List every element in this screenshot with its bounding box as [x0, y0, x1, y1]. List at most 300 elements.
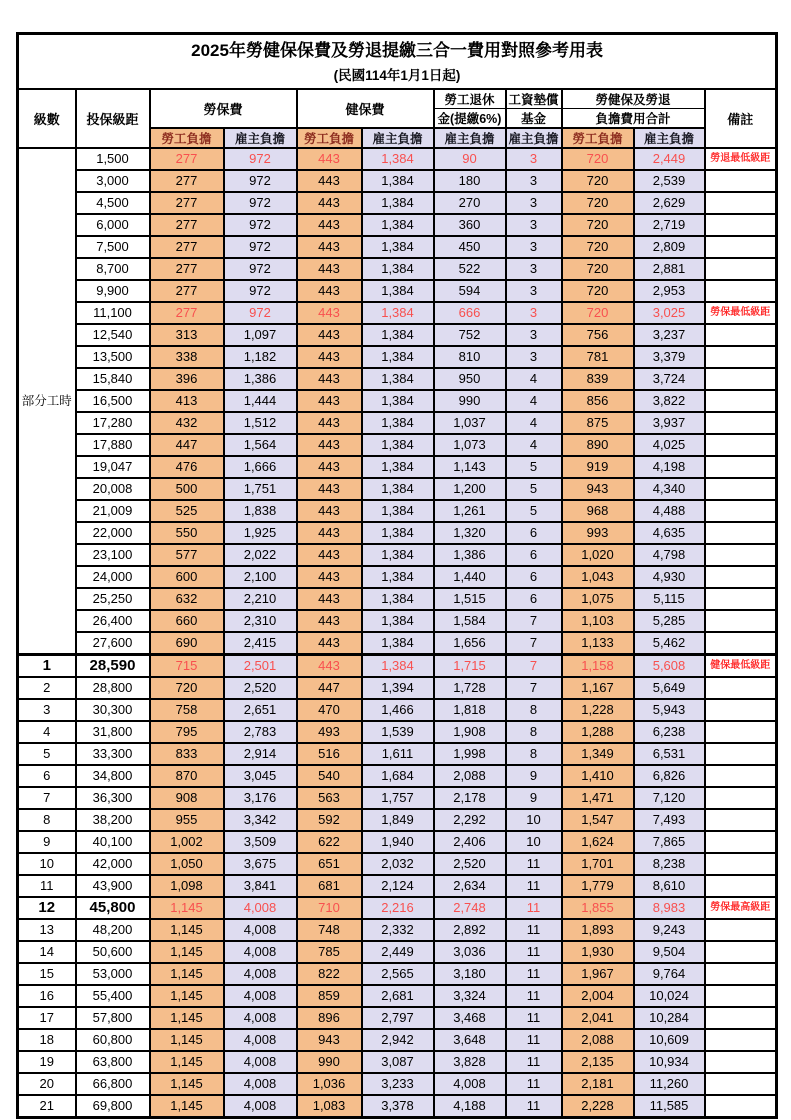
health-employer-cell: 1,384: [362, 324, 434, 346]
table-row: [18, 346, 777, 368]
fund-employer-cell: 6: [506, 544, 562, 566]
total-employee-cell: 943: [562, 478, 634, 500]
table-row: [18, 170, 777, 192]
labor-employee-cell: 1,145: [150, 1007, 224, 1029]
labor-employer-cell: 3,841: [224, 875, 297, 897]
bracket-cell: 26,400: [76, 610, 150, 632]
total-employer-cell: 11,585: [634, 1095, 705, 1118]
pension-employer-cell: 990: [434, 390, 506, 412]
bracket-cell: 25,250: [76, 588, 150, 610]
total-employee-cell: 1,471: [562, 787, 634, 809]
total-employee-cell: 1,624: [562, 831, 634, 853]
health-employee-cell: 943: [297, 1029, 362, 1051]
bracket-cell: 42,000: [76, 853, 150, 875]
header-level: 級數: [18, 89, 76, 148]
total-employee-cell: 875: [562, 412, 634, 434]
health-employee-cell: 896: [297, 1007, 362, 1029]
subheader-labor-employer: 雇主負擔: [224, 128, 297, 148]
total-employer-cell: 8,238: [634, 853, 705, 875]
health-employee-cell: 990: [297, 1051, 362, 1073]
note-cell: [705, 963, 777, 985]
total-employer-cell: 3,025: [634, 302, 705, 324]
level-cell: 17: [18, 1007, 76, 1029]
level-cell: 3: [18, 699, 76, 721]
table-row: [18, 456, 777, 478]
health-employee-cell: 710: [297, 897, 362, 919]
total-employer-cell: 4,488: [634, 500, 705, 522]
bracket-cell: 1,500: [76, 148, 150, 170]
labor-employee-cell: 396: [150, 368, 224, 390]
labor-employer-cell: 1,386: [224, 368, 297, 390]
labor-employer-cell: 1,838: [224, 500, 297, 522]
labor-employer-cell: 1,444: [224, 390, 297, 412]
labor-employee-cell: 1,145: [150, 1029, 224, 1051]
health-employee-cell: 443: [297, 434, 362, 456]
total-employer-cell: 11,260: [634, 1073, 705, 1095]
table-row: [18, 632, 777, 655]
bracket-cell: 23,100: [76, 544, 150, 566]
pension-employer-cell: 950: [434, 368, 506, 390]
labor-employee-cell: 1,145: [150, 985, 224, 1007]
total-employer-cell: 5,115: [634, 588, 705, 610]
bracket-cell: 63,800: [76, 1051, 150, 1073]
level-cell: 14: [18, 941, 76, 963]
subheader-labor-employee: 勞工負擔: [150, 128, 224, 148]
fund-employer-cell: 5: [506, 456, 562, 478]
health-employee-cell: 443: [297, 544, 362, 566]
table-row: [18, 214, 777, 236]
labor-employee-cell: 690: [150, 632, 224, 655]
health-employer-cell: 1,384: [362, 346, 434, 368]
level-cell: 11: [18, 875, 76, 897]
total-employee-cell: 856: [562, 390, 634, 412]
health-employer-cell: 1,384: [362, 456, 434, 478]
health-employer-cell: 2,565: [362, 963, 434, 985]
table-row: [18, 831, 777, 853]
pension-employer-cell: 810: [434, 346, 506, 368]
reference-sheet: [16, 32, 778, 1119]
bracket-cell: 16,500: [76, 390, 150, 412]
total-employee-cell: 968: [562, 500, 634, 522]
health-employee-cell: 447: [297, 677, 362, 699]
fund-employer-cell: 8: [506, 721, 562, 743]
total-employer-cell: 4,635: [634, 522, 705, 544]
health-employer-cell: 2,032: [362, 853, 434, 875]
note-cell: [705, 721, 777, 743]
fund-employer-cell: 11: [506, 1007, 562, 1029]
table-row: [18, 985, 777, 1007]
note-cell: [705, 346, 777, 368]
fund-employer-cell: 3: [506, 258, 562, 280]
fund-employer-cell: 9: [506, 787, 562, 809]
health-employee-cell: 785: [297, 941, 362, 963]
pension-employer-cell: 1,037: [434, 412, 506, 434]
pension-employer-cell: 2,088: [434, 765, 506, 787]
fund-employer-cell: 11: [506, 985, 562, 1007]
note-cell: [705, 192, 777, 214]
total-employee-cell: 1,893: [562, 919, 634, 941]
note-cell: 健保最低級距: [705, 655, 777, 678]
level-cell: 12: [18, 897, 76, 919]
fund-employer-cell: 11: [506, 941, 562, 963]
labor-employer-cell: 2,415: [224, 632, 297, 655]
total-employee-cell: 1,547: [562, 809, 634, 831]
total-employee-cell: 720: [562, 258, 634, 280]
pension-employer-cell: 1,908: [434, 721, 506, 743]
bracket-cell: 55,400: [76, 985, 150, 1007]
total-employer-cell: 4,798: [634, 544, 705, 566]
fund-employer-cell: 11: [506, 1029, 562, 1051]
fund-employer-cell: 7: [506, 610, 562, 632]
total-employer-cell: 4,198: [634, 456, 705, 478]
pension-employer-cell: 90: [434, 148, 506, 170]
total-employee-cell: 1,930: [562, 941, 634, 963]
health-employer-cell: 1,539: [362, 721, 434, 743]
total-employee-cell: 2,228: [562, 1095, 634, 1118]
labor-employee-cell: 277: [150, 214, 224, 236]
pension-employer-cell: 1,818: [434, 699, 506, 721]
labor-employee-cell: 870: [150, 765, 224, 787]
total-employee-cell: 720: [562, 170, 634, 192]
level-cell: 19: [18, 1051, 76, 1073]
total-employer-cell: 5,649: [634, 677, 705, 699]
subheader-pension-employer: 雇主負擔: [434, 128, 506, 148]
labor-employer-cell: 972: [224, 280, 297, 302]
note-cell: [705, 1029, 777, 1051]
total-employee-cell: 1,701: [562, 853, 634, 875]
level-cell: 15: [18, 963, 76, 985]
fund-employer-cell: 11: [506, 853, 562, 875]
health-employer-cell: 3,087: [362, 1051, 434, 1073]
pension-employer-cell: 2,520: [434, 853, 506, 875]
total-employer-cell: 5,462: [634, 632, 705, 655]
pension-employer-cell: 270: [434, 192, 506, 214]
fund-employer-cell: 4: [506, 434, 562, 456]
table-row: [18, 258, 777, 280]
note-cell: 勞退最低級距: [705, 148, 777, 170]
note-cell: [705, 743, 777, 765]
labor-employer-cell: 1,925: [224, 522, 297, 544]
header-total-line2: 負擔費用合計: [562, 109, 705, 129]
health-employee-cell: 443: [297, 588, 362, 610]
total-employer-cell: 5,285: [634, 610, 705, 632]
table-row: [18, 434, 777, 456]
health-employee-cell: 443: [297, 655, 362, 678]
health-employee-cell: 443: [297, 214, 362, 236]
note-cell: [705, 610, 777, 632]
pension-employer-cell: 2,634: [434, 875, 506, 897]
note-cell: [705, 831, 777, 853]
table-row: [18, 500, 777, 522]
labor-employer-cell: 972: [224, 170, 297, 192]
health-employer-cell: 1,384: [362, 434, 434, 456]
bracket-cell: 45,800: [76, 897, 150, 919]
health-employer-cell: 2,681: [362, 985, 434, 1007]
pension-employer-cell: 360: [434, 214, 506, 236]
table-row: [18, 544, 777, 566]
fund-employer-cell: 9: [506, 765, 562, 787]
total-employee-cell: 2,088: [562, 1029, 634, 1051]
health-employer-cell: 1,384: [362, 214, 434, 236]
health-employee-cell: 443: [297, 302, 362, 324]
total-employee-cell: 2,004: [562, 985, 634, 1007]
health-employee-cell: 443: [297, 148, 362, 170]
subheader-health-employee: 勞工負擔: [297, 128, 362, 148]
labor-employee-cell: 476: [150, 456, 224, 478]
total-employee-cell: 756: [562, 324, 634, 346]
bracket-cell: 57,800: [76, 1007, 150, 1029]
health-employer-cell: 1,384: [362, 258, 434, 280]
health-employee-cell: 443: [297, 478, 362, 500]
labor-employee-cell: 833: [150, 743, 224, 765]
table-row: [18, 743, 777, 765]
note-cell: [705, 941, 777, 963]
subheader-health-employer: 雇主負擔: [362, 128, 434, 148]
note-cell: [705, 588, 777, 610]
title-block: [18, 34, 777, 90]
labor-employer-cell: 972: [224, 148, 297, 170]
labor-employer-cell: 972: [224, 258, 297, 280]
subheader-total-employer: 雇主負擔: [634, 128, 705, 148]
header-total-line1: 勞健保及勞退: [562, 89, 705, 109]
bracket-cell: 21,009: [76, 500, 150, 522]
health-employee-cell: 822: [297, 963, 362, 985]
total-employee-cell: 720: [562, 280, 634, 302]
fund-employer-cell: 3: [506, 148, 562, 170]
labor-employee-cell: 632: [150, 588, 224, 610]
health-employee-cell: 470: [297, 699, 362, 721]
labor-employer-cell: 972: [224, 236, 297, 258]
health-employer-cell: 1,384: [362, 170, 434, 192]
total-employee-cell: 1,288: [562, 721, 634, 743]
labor-employer-cell: 4,008: [224, 1007, 297, 1029]
bracket-cell: 28,590: [76, 655, 150, 678]
health-employer-cell: 1,384: [362, 588, 434, 610]
total-employer-cell: 9,504: [634, 941, 705, 963]
note-cell: [705, 765, 777, 787]
health-employee-cell: 443: [297, 346, 362, 368]
header-pension-line1: 勞工退休: [434, 89, 506, 109]
fund-employer-cell: 8: [506, 699, 562, 721]
table-row: [18, 324, 777, 346]
total-employee-cell: 1,167: [562, 677, 634, 699]
total-employer-cell: 7,120: [634, 787, 705, 809]
bracket-cell: 6,000: [76, 214, 150, 236]
health-employee-cell: 540: [297, 765, 362, 787]
subheader-fund-employer: 雇主負擔: [506, 128, 562, 148]
note-cell: [705, 412, 777, 434]
labor-employer-cell: 1,097: [224, 324, 297, 346]
labor-employer-cell: 4,008: [224, 1029, 297, 1051]
note-cell: [705, 1073, 777, 1095]
health-employer-cell: 3,233: [362, 1073, 434, 1095]
health-employee-cell: 681: [297, 875, 362, 897]
level-cell: 21: [18, 1095, 76, 1118]
pension-employer-cell: 1,656: [434, 632, 506, 655]
bracket-cell: 34,800: [76, 765, 150, 787]
health-employer-cell: 1,684: [362, 765, 434, 787]
health-employee-cell: 443: [297, 258, 362, 280]
note-cell: [705, 919, 777, 941]
health-employee-cell: 1,036: [297, 1073, 362, 1095]
level-cell: 2: [18, 677, 76, 699]
pension-employer-cell: 3,648: [434, 1029, 506, 1051]
pension-employer-cell: 1,584: [434, 610, 506, 632]
total-employer-cell: 4,340: [634, 478, 705, 500]
health-employer-cell: 2,797: [362, 1007, 434, 1029]
fund-employer-cell: 8: [506, 743, 562, 765]
level-cell: 6: [18, 765, 76, 787]
total-employer-cell: 3,937: [634, 412, 705, 434]
note-cell: [705, 566, 777, 588]
fund-employer-cell: 3: [506, 192, 562, 214]
labor-employee-cell: 550: [150, 522, 224, 544]
fund-employer-cell: 5: [506, 500, 562, 522]
health-employer-cell: 2,124: [362, 875, 434, 897]
labor-employee-cell: 447: [150, 434, 224, 456]
labor-employer-cell: 2,914: [224, 743, 297, 765]
level-cell: 13: [18, 919, 76, 941]
health-employee-cell: 443: [297, 236, 362, 258]
table-row: [18, 1073, 777, 1095]
table-row: [18, 478, 777, 500]
health-employer-cell: 1,394: [362, 677, 434, 699]
labor-employee-cell: 1,145: [150, 1095, 224, 1118]
fund-employer-cell: 7: [506, 677, 562, 699]
health-employer-cell: 1,384: [362, 368, 434, 390]
note-cell: [705, 853, 777, 875]
labor-employee-cell: 413: [150, 390, 224, 412]
bracket-cell: 31,800: [76, 721, 150, 743]
bracket-cell: 17,880: [76, 434, 150, 456]
bracket-cell: 28,800: [76, 677, 150, 699]
labor-employer-cell: 4,008: [224, 897, 297, 919]
note-cell: [705, 280, 777, 302]
pension-employer-cell: 4,188: [434, 1095, 506, 1118]
bracket-cell: 20,008: [76, 478, 150, 500]
health-employee-cell: 443: [297, 566, 362, 588]
health-employer-cell: 1,849: [362, 809, 434, 831]
labor-employer-cell: 972: [224, 302, 297, 324]
health-employee-cell: 443: [297, 324, 362, 346]
labor-employee-cell: 660: [150, 610, 224, 632]
health-employer-cell: 1,384: [362, 566, 434, 588]
labor-employer-cell: 3,045: [224, 765, 297, 787]
bracket-cell: 4,500: [76, 192, 150, 214]
health-employee-cell: 622: [297, 831, 362, 853]
labor-employee-cell: 600: [150, 566, 224, 588]
fund-employer-cell: 5: [506, 478, 562, 500]
labor-employer-cell: 2,783: [224, 721, 297, 743]
pension-employer-cell: 450: [434, 236, 506, 258]
fund-employer-cell: 11: [506, 1073, 562, 1095]
total-employer-cell: 9,764: [634, 963, 705, 985]
pension-employer-cell: 2,406: [434, 831, 506, 853]
total-employee-cell: 890: [562, 434, 634, 456]
total-employee-cell: 720: [562, 236, 634, 258]
contribution-table: [16, 32, 778, 1119]
bracket-cell: 27,600: [76, 632, 150, 655]
labor-employer-cell: 4,008: [224, 941, 297, 963]
table-row: [18, 875, 777, 897]
table-row: [18, 1095, 777, 1118]
total-employee-cell: 781: [562, 346, 634, 368]
bracket-cell: 12,540: [76, 324, 150, 346]
level-cell: 1: [18, 655, 76, 678]
bracket-cell: 9,900: [76, 280, 150, 302]
pension-employer-cell: 1,386: [434, 544, 506, 566]
total-employee-cell: 1,020: [562, 544, 634, 566]
header-health-insurance: 健保費: [297, 89, 434, 128]
health-employer-cell: 1,384: [362, 478, 434, 500]
labor-employee-cell: 1,145: [150, 897, 224, 919]
table-row: [18, 1051, 777, 1073]
labor-employer-cell: 2,100: [224, 566, 297, 588]
pension-employer-cell: 2,292: [434, 809, 506, 831]
header-labor-insurance: 勞保費: [150, 89, 297, 128]
pension-employer-cell: 3,036: [434, 941, 506, 963]
health-employee-cell: 443: [297, 368, 362, 390]
labor-employer-cell: 972: [224, 214, 297, 236]
pension-employer-cell: 3,324: [434, 985, 506, 1007]
fund-employer-cell: 11: [506, 897, 562, 919]
fund-employer-cell: 3: [506, 346, 562, 368]
pension-employer-cell: 666: [434, 302, 506, 324]
labor-employee-cell: 277: [150, 148, 224, 170]
bracket-cell: 13,500: [76, 346, 150, 368]
note-cell: [705, 170, 777, 192]
bracket-cell: 11,100: [76, 302, 150, 324]
note-cell: [705, 1007, 777, 1029]
note-cell: [705, 434, 777, 456]
labor-employee-cell: 1,145: [150, 919, 224, 941]
labor-employee-cell: 277: [150, 236, 224, 258]
fund-employer-cell: 11: [506, 1095, 562, 1118]
bracket-cell: 3,000: [76, 170, 150, 192]
labor-employee-cell: 955: [150, 809, 224, 831]
table-row: [18, 919, 777, 941]
total-employee-cell: 1,349: [562, 743, 634, 765]
note-cell: [705, 258, 777, 280]
fund-employer-cell: 7: [506, 655, 562, 678]
health-employer-cell: 1,384: [362, 148, 434, 170]
fund-employer-cell: 4: [506, 412, 562, 434]
note-cell: 勞保最高級距: [705, 897, 777, 919]
labor-employee-cell: 277: [150, 280, 224, 302]
note-cell: [705, 677, 777, 699]
health-employee-cell: 493: [297, 721, 362, 743]
table-row: [18, 588, 777, 610]
bracket-cell: 43,900: [76, 875, 150, 897]
labor-employee-cell: 277: [150, 192, 224, 214]
total-employer-cell: 10,609: [634, 1029, 705, 1051]
labor-employer-cell: 972: [224, 192, 297, 214]
level-cell: 7: [18, 787, 76, 809]
labor-employee-cell: 758: [150, 699, 224, 721]
labor-employee-cell: 795: [150, 721, 224, 743]
bracket-cell: 24,000: [76, 566, 150, 588]
note-cell: [705, 390, 777, 412]
total-employer-cell: 6,826: [634, 765, 705, 787]
health-employee-cell: 443: [297, 456, 362, 478]
fund-employer-cell: 3: [506, 280, 562, 302]
health-employer-cell: 1,384: [362, 522, 434, 544]
fund-employer-cell: 4: [506, 390, 562, 412]
pension-employer-cell: 1,143: [434, 456, 506, 478]
health-employee-cell: 859: [297, 985, 362, 1007]
table-row: [18, 941, 777, 963]
pension-employer-cell: 1,200: [434, 478, 506, 500]
